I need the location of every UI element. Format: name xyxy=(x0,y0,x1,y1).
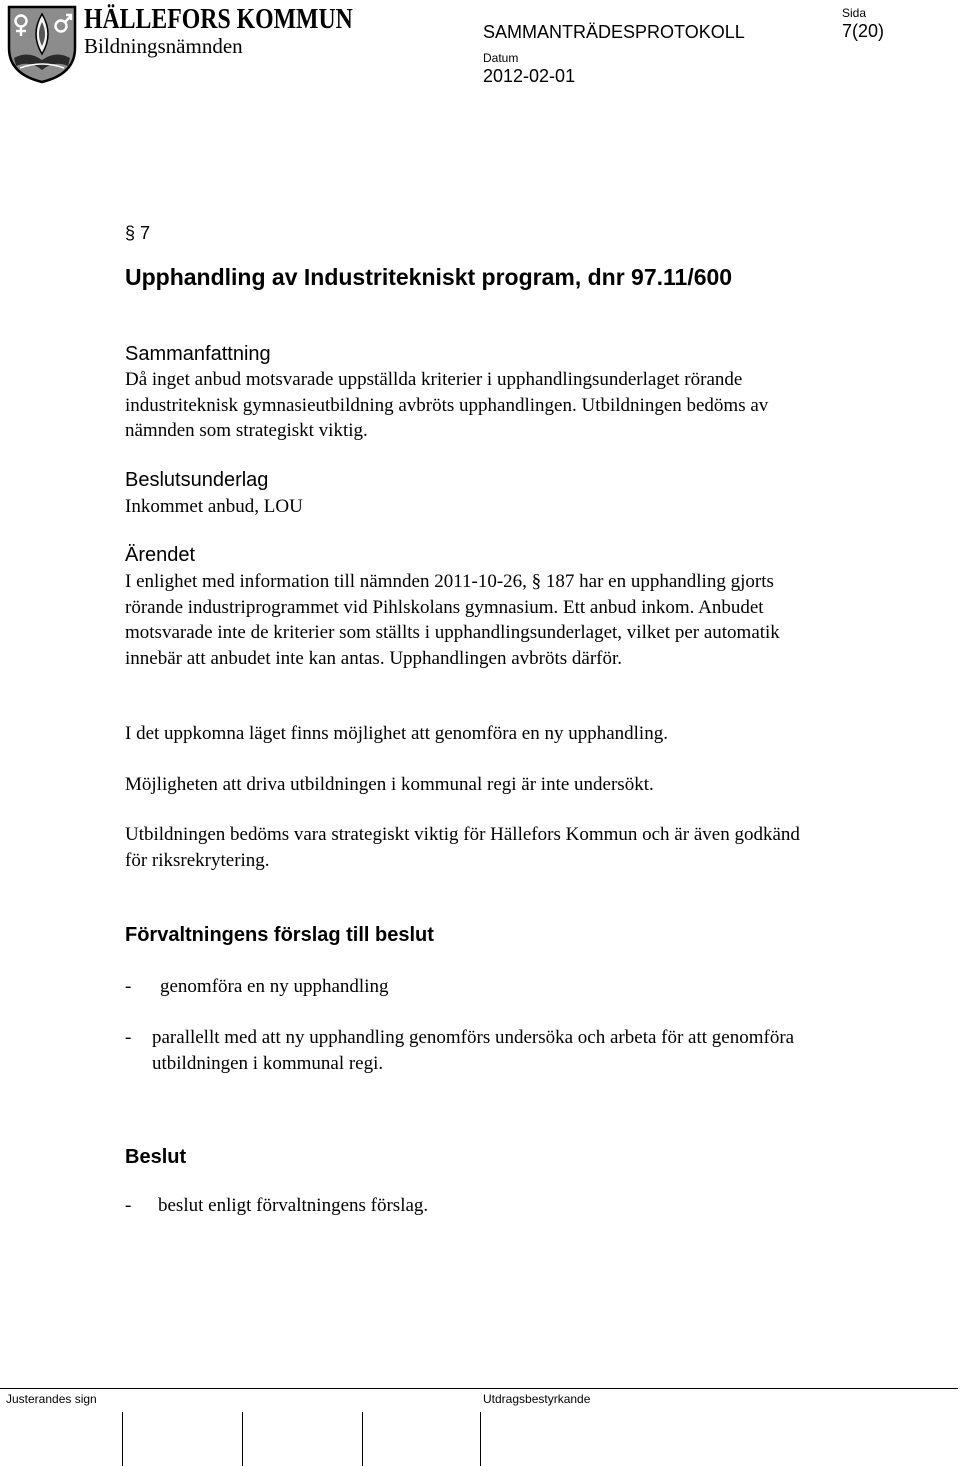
signature-box-divider xyxy=(242,1412,243,1466)
list-item-text: parallellt med att ny upphandling genomförs undersöka och arbeta för att genomföra utbildningen i kommunal regi. xyxy=(152,1027,795,1074)
section-title: Upphandling av Industritekniskt program, dnr 97.11/600 xyxy=(125,264,733,290)
signature-box-divider xyxy=(480,1412,481,1466)
list-dash: - xyxy=(125,1195,132,1216)
department-name: Bildningsnämnden xyxy=(84,34,243,58)
arendet-paragraph: Möjligheten att driva utbildningen i kommunal regi är inte undersökt. xyxy=(125,774,654,795)
signature-box-divider xyxy=(362,1412,363,1466)
beslut-list-item xyxy=(125,1193,825,1219)
heading-sammanfattning: Sammanfattning xyxy=(125,343,271,365)
date-label: Datum xyxy=(483,51,519,65)
arendet-text: I enlighet med information till nämnden 2011-10-26, § 187 har en upphandling gjorts rörande industriprogrammet vid Pihlskolans gymnasium. Ett anbud inkom. Anbudet motsvarade inte de kriterier som ställts i upphandlingsunderlaget, vilket per automatik innebär att anbudet inte kan antas. Upphandlingen avbröts därför. xyxy=(125,571,780,669)
list-dash: - xyxy=(125,1027,132,1048)
beslutsunderlag-text: Inkommet anbud, LOU xyxy=(125,496,303,517)
hallefors-coat-of-arms-logo xyxy=(6,4,78,84)
list-item-text: genomföra en ny upphandling xyxy=(160,976,389,997)
arendet-paragraph: I det uppkomna läget finns möjlighet att genomföra en ny upphandling. xyxy=(125,723,668,744)
signature-box-divider xyxy=(122,1412,123,1466)
heading-beslut: Beslut xyxy=(125,1146,187,1168)
list-item-text: beslut enligt förvaltningens förslag. xyxy=(158,1195,429,1216)
footer-extract-label: Utdragsbestyrkande xyxy=(483,1392,591,1406)
heading-beslutsunderlag: Beslutsunderlag xyxy=(125,469,269,491)
paragraph-number: § 7 xyxy=(125,223,151,243)
forslag-list-item xyxy=(125,974,825,1000)
sammanfattning-text: Då inget anbud motsvarade uppställda kriterier i upphandlingsunderlaget rörande industriteknisk gymnasieutbildning avbröts upphandlingen. Utbildningen bedöms av nämnden som strategiskt viktig. xyxy=(125,369,769,441)
organization-name: HÄLLEFORS KOMMUN xyxy=(84,3,353,35)
heading-arendet: Ärendet xyxy=(125,544,196,566)
forslag-list-item xyxy=(125,1025,845,1076)
date-value: 2012-02-01 xyxy=(483,66,576,86)
list-dash: - xyxy=(125,976,132,997)
arendet-paragraph: Utbildningen bedöms vara strategiskt viktig för Hällefors Kommun och är även godkänd för riksrekrytering. xyxy=(125,824,800,871)
heading-forvaltningens-forslag: Förvaltningens förslag till beslut xyxy=(125,924,434,946)
footer-sign-label: Justerandes sign xyxy=(6,1392,97,1406)
document-type: SAMMANTRÄDESPROTOKOLL xyxy=(483,22,745,42)
page-label: Sida xyxy=(842,6,867,20)
footer-divider xyxy=(0,1388,958,1389)
page-number: 7(20) xyxy=(842,21,885,41)
